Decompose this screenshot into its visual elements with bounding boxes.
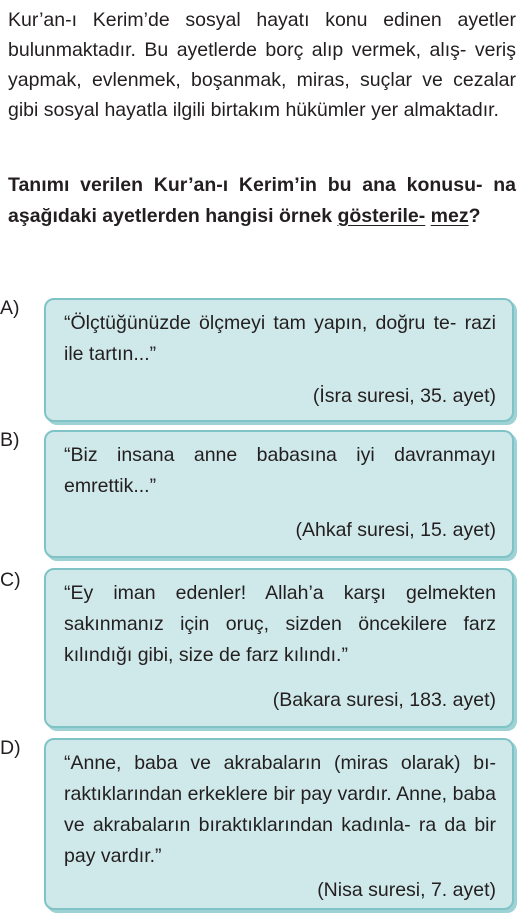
quote-line: sakınmanız için oruç, sizden öncekilere farz (64, 613, 496, 635)
question-line: na aşağıdaki ayetlerden hangisi örnek (8, 174, 517, 227)
intro-line: bulunmaktadır. Bu ayetlerde borç alıp vermek, alış- (8, 39, 467, 61)
question-emphasis: gösterile- (337, 205, 426, 227)
quote-line: “Ey iman edenler! Allah’a karşı gelmekten (64, 582, 496, 604)
quote-line: baba ve akrabaların bıraktıklarından kadınla- (64, 783, 496, 836)
intro-line: almaktadır. (403, 99, 499, 121)
question-stem (8, 170, 516, 232)
intro-line: veriş yapmak, evlenmek, boşanmak, miras, suçlar ve (8, 39, 517, 91)
option-b-source: (Ahkaf suresi, 15. ayet) (295, 519, 496, 541)
quote-line: “Anne, baba ve akrabaların (miras olarak) bı- (64, 752, 496, 774)
option-c-source: (Bakara suresi, 183. ayet) (272, 689, 496, 711)
option-letter-a[interactable]: A) (0, 297, 20, 319)
quote-line: ra da bir pay vardır.” (64, 814, 496, 867)
quote-line: “Biz insana anne babasına iyi davranmayı (64, 444, 496, 466)
option-letter-b[interactable]: B) (0, 429, 20, 451)
quote-line: kılındığı gibi, size de farz kılındı.” (64, 644, 348, 666)
quote-line: razi ile tartın...” (64, 312, 496, 365)
option-d-quote (64, 748, 496, 872)
option-letter-c[interactable]: C) (0, 569, 21, 591)
quote-line: raktıklarından erkeklere bir pay vardır. Anne, (64, 783, 448, 805)
quote-line: “Ölçtüğünüzde ölçmeyi tam yapın, doğru te- (64, 312, 457, 334)
option-b-quote (64, 440, 496, 502)
intro-paragraph (8, 5, 516, 125)
option-c-quote (64, 578, 496, 671)
question-emphasis: mez (430, 205, 469, 227)
intro-line: Kur’an-ı Kerim’de sosyal hayatı konu edinen ayetler (8, 9, 516, 31)
option-c-box[interactable] (44, 568, 514, 728)
question-mark: ? (468, 205, 481, 227)
option-d-source: (Nisa suresi, 7. ayet) (317, 879, 496, 901)
option-d-box[interactable] (44, 738, 514, 910)
intro-line: cezalar gibi sosyal hayatla ilgili birtakım hükümler yer (8, 69, 516, 121)
option-b-box[interactable] (44, 430, 514, 558)
option-a-source: (İsra suresi, 35. ayet) (312, 385, 496, 407)
option-a-quote (64, 308, 496, 370)
option-letter-d[interactable]: D) (0, 737, 21, 759)
quote-line: emrettik...” (64, 475, 157, 497)
question-line: Tanımı verilen Kur’an-ı Kerim’in bu ana konusu- (8, 174, 483, 196)
option-a-box[interactable] (44, 298, 514, 422)
